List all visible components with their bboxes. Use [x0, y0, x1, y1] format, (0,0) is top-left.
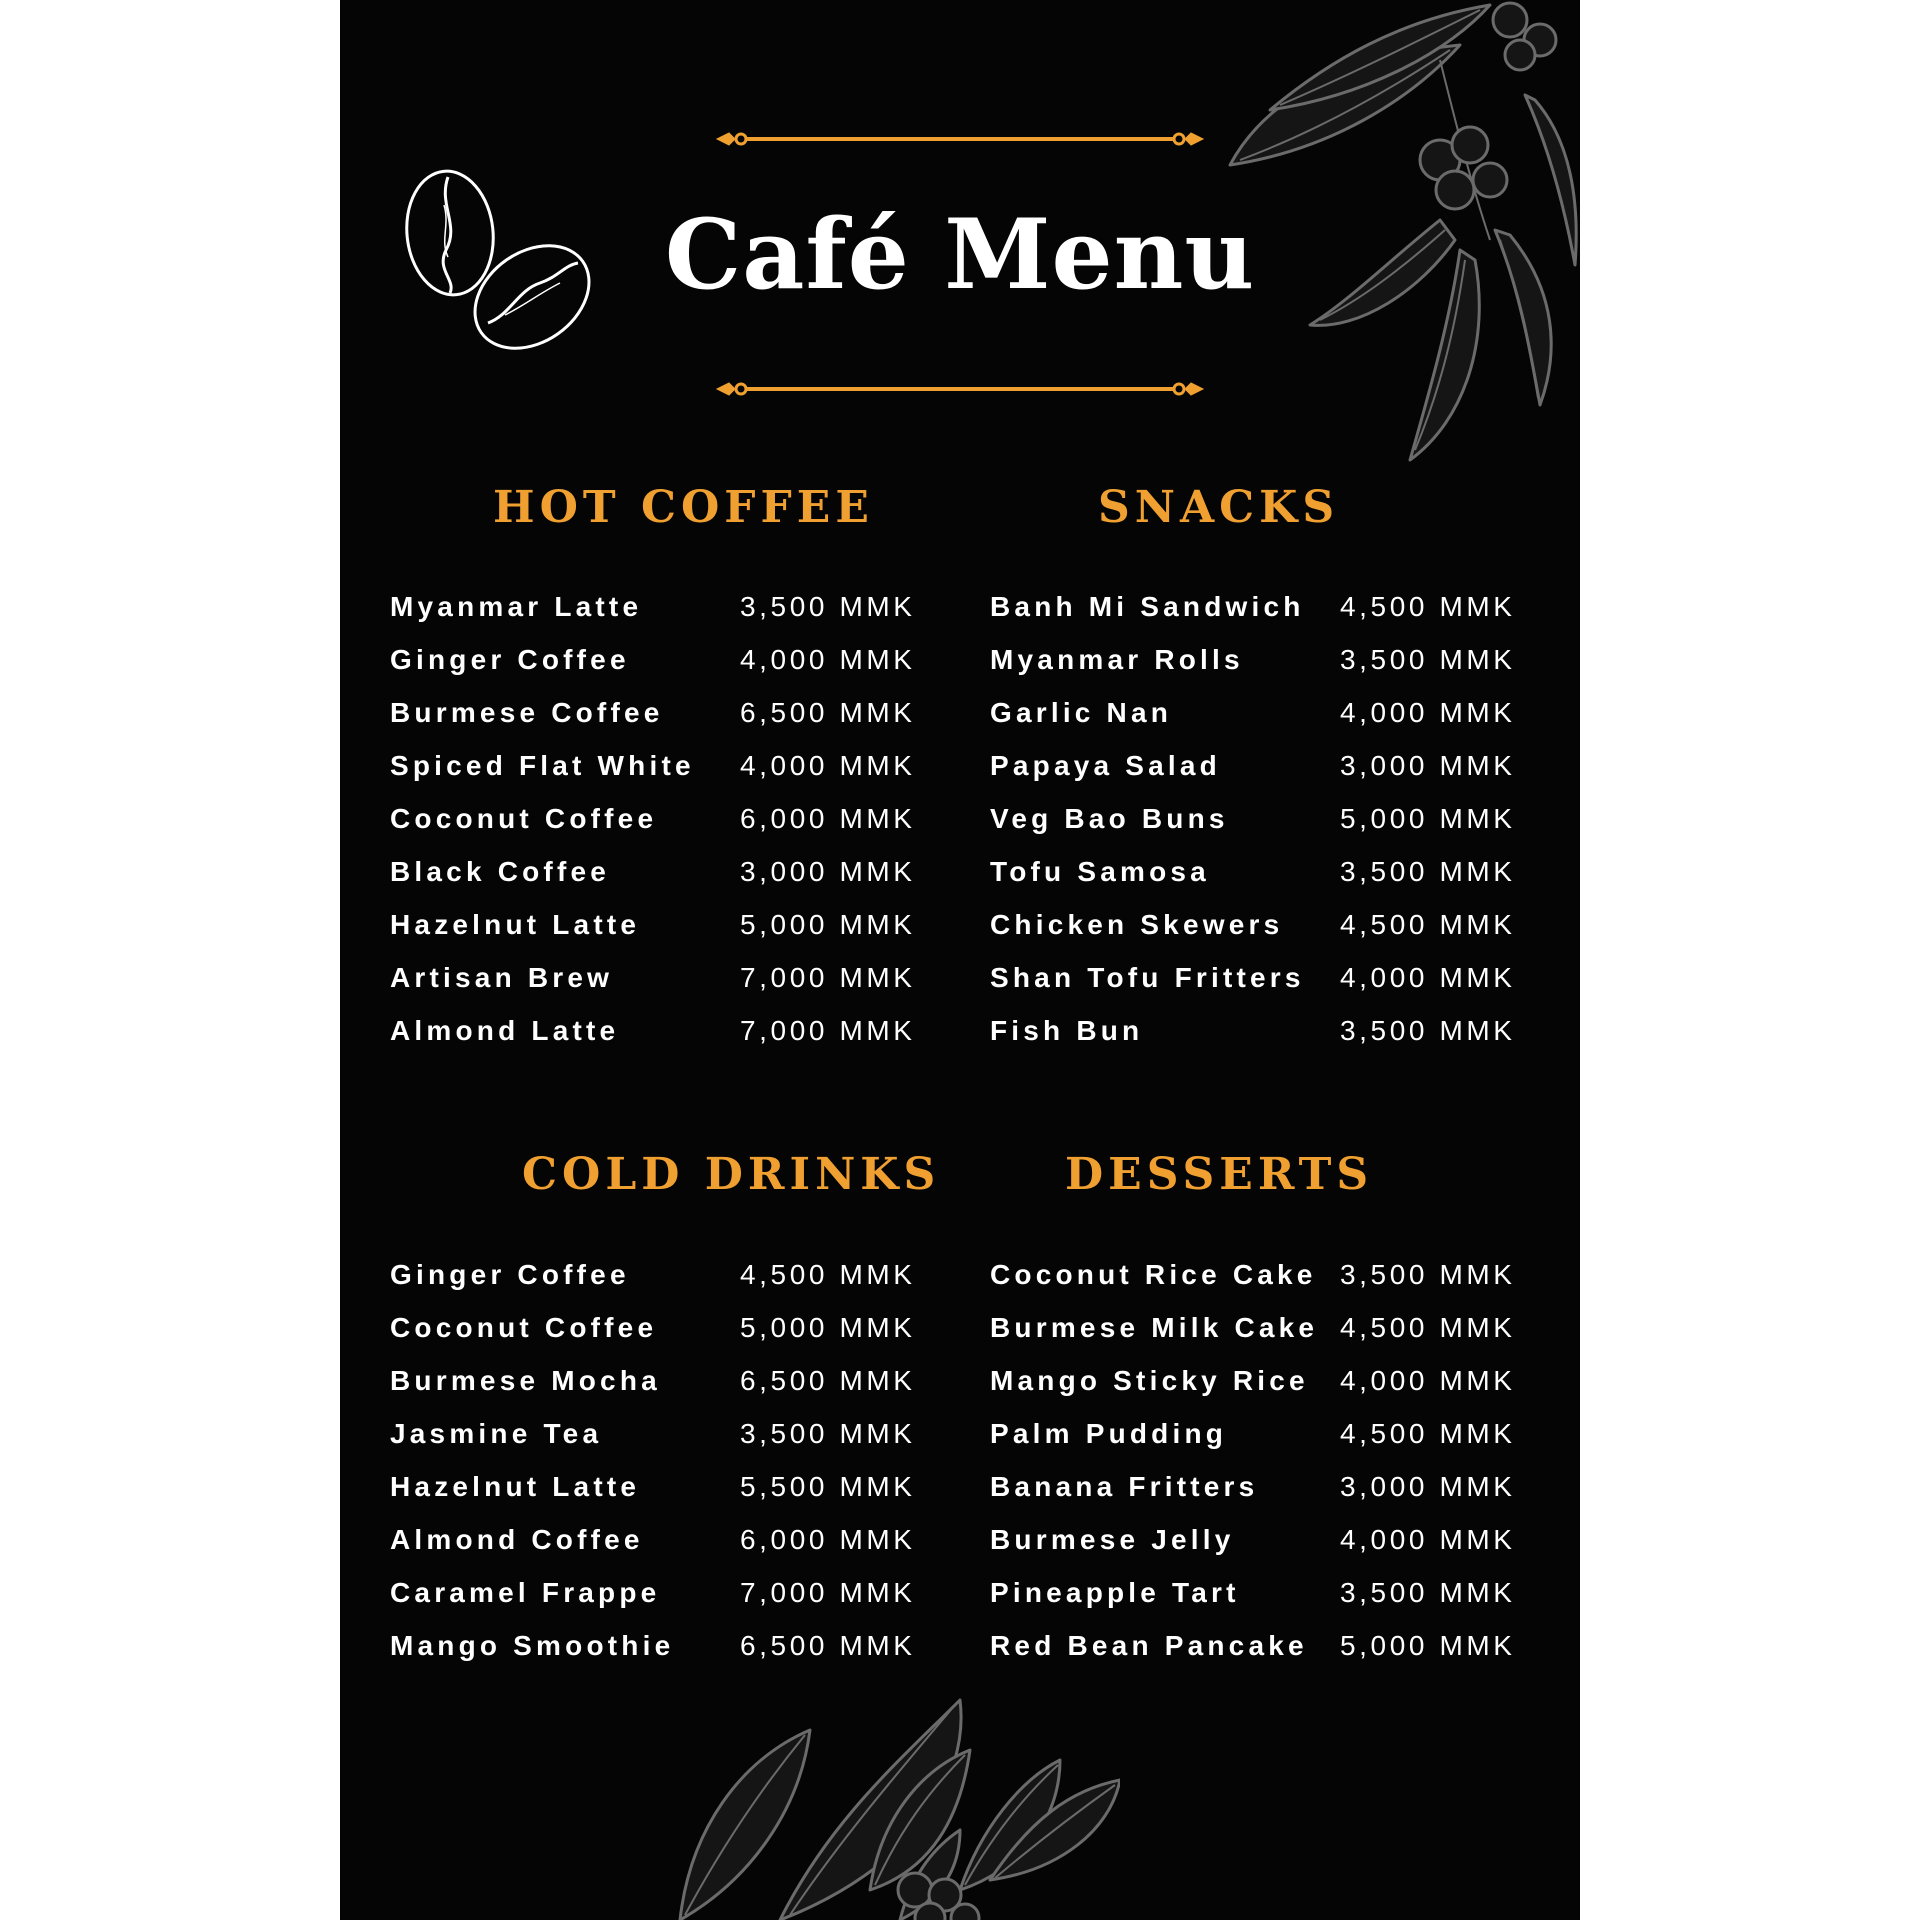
menu-item: [990, 1301, 1550, 1354]
item-name: Coconut Rice Cake: [990, 1259, 1317, 1290]
menu-item: [390, 686, 950, 739]
item-name: Burmese Milk Cake: [990, 1312, 1319, 1343]
item-name: Ginger Coffee: [390, 644, 630, 675]
item-price: 5,000 MMK: [1340, 803, 1516, 834]
item-name: Myanmar Latte: [390, 591, 643, 622]
item-price: 7,000 MMK: [740, 962, 916, 993]
menu-item: [990, 686, 1550, 739]
menu-item: [990, 1354, 1550, 1407]
item-name: Artisan Brew: [390, 962, 614, 993]
item-price: 3,500 MMK: [1340, 856, 1516, 887]
item-name: Hazelnut Latte: [390, 1471, 641, 1502]
section-heading-desserts: DESSERTS: [1065, 1149, 1374, 1200]
item-price: 4,500 MMK: [1340, 1312, 1516, 1343]
item-name: Coconut Coffee: [390, 1312, 658, 1343]
menu-item: [990, 633, 1550, 686]
coffee-plant-bottom-illustration: [660, 1690, 1120, 1920]
item-price: 4,500 MMK: [1340, 1418, 1516, 1449]
item-price: 6,500 MMK: [740, 697, 916, 728]
item-price: 4,500 MMK: [740, 1259, 916, 1290]
section-heading-cold-drinks: COLD DRINKS: [522, 1149, 941, 1200]
section-heading-hot-coffee: HOT COFFEE: [493, 482, 874, 533]
item-price: 4,000 MMK: [740, 644, 916, 675]
menu-item: [390, 898, 950, 951]
item-price: 3,000 MMK: [1340, 750, 1516, 781]
item-name: Chicken Skewers: [990, 909, 1284, 940]
item-name: Almond Coffee: [390, 1524, 644, 1555]
item-name: Palm Pudding: [990, 1418, 1228, 1449]
snacks-list: [990, 580, 1550, 1057]
item-name: Burmese Jelly: [990, 1524, 1235, 1555]
menu-item: [990, 739, 1550, 792]
menu-item: [390, 633, 950, 686]
menu-item: [990, 1513, 1550, 1566]
item-name: Coconut Coffee: [390, 803, 658, 834]
item-price: 4,000 MMK: [1340, 1365, 1516, 1396]
item-price: 7,000 MMK: [740, 1015, 916, 1046]
menu-item: [390, 1460, 950, 1513]
menu-item: [990, 1248, 1550, 1301]
cold-drinks-list: [390, 1248, 950, 1672]
title-divider-bottom: [715, 377, 1205, 401]
menu-item: [390, 951, 950, 1004]
item-name: Almond Latte: [390, 1015, 620, 1046]
item-price: 4,000 MMK: [1340, 962, 1516, 993]
menu-item: [390, 1301, 950, 1354]
section-heading-snacks: SNACKS: [1098, 482, 1340, 533]
item-name: Shan Tofu Fritters: [990, 962, 1305, 993]
menu-item: [990, 1004, 1550, 1057]
item-name: Mango Smoothie: [390, 1630, 675, 1661]
menu-item: [990, 951, 1550, 1004]
item-price: 4,000 MMK: [740, 750, 916, 781]
menu-item: [390, 1004, 950, 1057]
item-name: Tofu Samosa: [990, 856, 1210, 887]
item-name: Ginger Coffee: [390, 1259, 630, 1290]
hot-coffee-list: [390, 580, 950, 1057]
item-name: Myanmar Rolls: [990, 644, 1244, 675]
item-price: 3,000 MMK: [740, 856, 916, 887]
item-price: 7,000 MMK: [740, 1577, 916, 1608]
menu-item: [990, 898, 1550, 951]
item-name: Black Coffee: [390, 856, 611, 887]
item-price: 3,000 MMK: [1340, 1471, 1516, 1502]
item-name: Pineapple Tart: [990, 1577, 1240, 1608]
item-price: 5,000 MMK: [740, 909, 916, 940]
item-name: Papaya Salad: [990, 750, 1221, 781]
menu-item: [990, 845, 1550, 898]
menu-item: [390, 792, 950, 845]
item-name: Banana Fritters: [990, 1471, 1259, 1502]
item-name: Hazelnut Latte: [390, 909, 641, 940]
item-name: Caramel Frappe: [390, 1577, 661, 1608]
menu-item: [390, 1619, 950, 1672]
menu-title: Café Menu: [664, 198, 1256, 311]
item-price: 4,000 MMK: [1340, 697, 1516, 728]
menu-item: [390, 1566, 950, 1619]
item-price: 3,500 MMK: [1340, 1015, 1516, 1046]
menu-item: [990, 1407, 1550, 1460]
menu-item: [390, 845, 950, 898]
item-price: 3,500 MMK: [740, 591, 916, 622]
menu-item: [390, 1407, 950, 1460]
item-name: Garlic Nan: [990, 697, 1173, 728]
menu-item: [990, 580, 1550, 633]
item-name: Banh Mi Sandwich: [990, 591, 1305, 622]
menu-item: [390, 580, 950, 633]
menu-board: [340, 0, 1580, 1920]
menu-item: [390, 1513, 950, 1566]
item-name: Spiced Flat White: [390, 750, 695, 781]
item-price: 3,500 MMK: [1340, 1259, 1516, 1290]
item-price: 3,500 MMK: [1340, 1577, 1516, 1608]
item-price: 3,500 MMK: [740, 1418, 916, 1449]
menu-item: [990, 1460, 1550, 1513]
item-price: 5,000 MMK: [1340, 1630, 1516, 1661]
menu-item: [990, 1566, 1550, 1619]
item-name: Veg Bao Buns: [990, 803, 1229, 834]
desserts-list: [990, 1248, 1550, 1672]
item-name: Fish Bun: [990, 1015, 1144, 1046]
item-price: 3,500 MMK: [1340, 644, 1516, 675]
item-price: 6,000 MMK: [740, 1524, 916, 1555]
menu-item: [990, 792, 1550, 845]
item-price: 6,500 MMK: [740, 1630, 916, 1661]
item-price: 6,500 MMK: [740, 1365, 916, 1396]
item-price: 5,500 MMK: [740, 1471, 916, 1502]
menu-item: [390, 1248, 950, 1301]
item-price: 4,000 MMK: [1340, 1524, 1516, 1555]
item-price: 4,500 MMK: [1340, 909, 1516, 940]
item-name: Burmese Coffee: [390, 697, 664, 728]
item-name: Red Bean Pancake: [990, 1630, 1308, 1661]
item-price: 6,000 MMK: [740, 803, 916, 834]
title-divider-top: [715, 127, 1205, 151]
item-name: Burmese Mocha: [390, 1365, 661, 1396]
item-name: Mango Sticky Rice: [990, 1365, 1309, 1396]
item-name: Jasmine Tea: [390, 1418, 603, 1449]
item-price: 5,000 MMK: [740, 1312, 916, 1343]
menu-item: [990, 1619, 1550, 1672]
item-price: 4,500 MMK: [1340, 591, 1516, 622]
menu-item: [390, 1354, 950, 1407]
menu-item: [390, 739, 950, 792]
